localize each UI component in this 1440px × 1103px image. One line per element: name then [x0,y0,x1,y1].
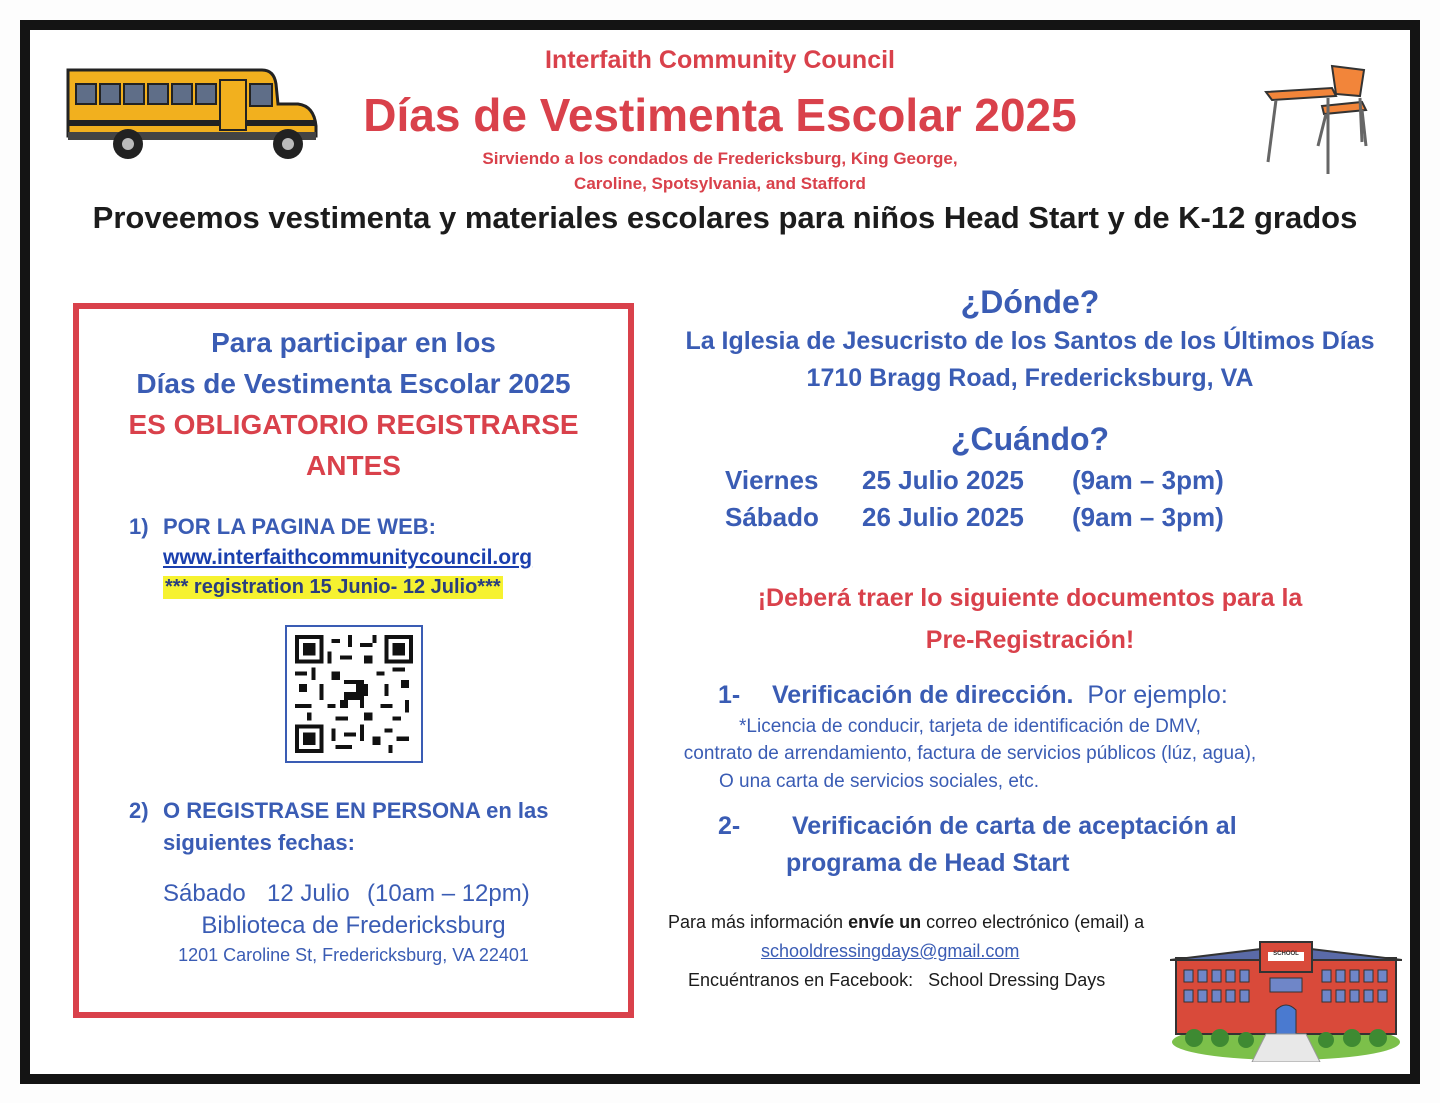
contact-line [668,912,1144,933]
where-heading: ¿Dónde? [960,284,1100,320]
facebook-line [688,970,1105,991]
doc-item-2-line-1: Verificación de carta de aceptación al [792,812,1237,840]
headline: Proveemos vestimenta y materiales escolares para niños Head Start y de K-12 grados [92,200,1358,235]
in-person-address: 1201 Caroline St, Fredericksburg, VA 22401 [178,945,529,965]
facebook-label: Encuéntranos en Facebook: [688,970,914,990]
where-address: 1710 Bragg Road, Fredericksburg, VA [806,364,1254,392]
reg-required: ES OBLIGATORIO REGISTRARSE [128,409,579,440]
in-person-time: (10am – 12pm) [367,880,530,907]
serving-line-2: Caroline, Spotsylvania, and Stafford [574,174,866,193]
doc-item-1-detail-1: *Licencia de conducir, tarjeta de identificación de DMV, [739,716,1201,737]
doc-item-2-number: 2- [718,812,741,840]
doc-item-2-line-2: programa de Head Start [786,849,1070,877]
when-time-2: (9am – 3pm) [1072,502,1224,532]
when-date-2: 26 Julio 2025 [862,502,1024,532]
step-1-title: POR LA PAGINA DE WEB: [163,514,436,539]
doc-item-1-detail-3: O una carta de servicios sociales, etc. [719,771,1039,792]
when-heading: ¿Cuándo? [950,421,1110,457]
in-person-place: Biblioteca de Fredericksburg [201,912,506,939]
registration-dates: *** registration 15 Junio- 12 Julio*** [165,576,501,598]
reg-before: ANTES [306,450,401,481]
step-2-number: 2) [129,798,149,823]
qr-code[interactable] [285,625,423,763]
in-person-date: 12 Julio [267,880,350,907]
documents-note-line-1: ¡Deberá traer lo siguiente documentos para la [757,584,1303,612]
step-2-title-rest: en las [480,798,549,823]
facebook-name: School Dressing Days [928,970,1106,990]
qr-code-icon [295,635,413,753]
page-title: Días de Vestimenta Escolar 2025 [363,89,1077,141]
step-2-title-bold: O REGISTRASE EN PERSONA [163,798,481,823]
step-1-number: 1) [129,514,149,539]
when-day-2: Sábado [725,502,819,532]
registration-box [73,303,634,1018]
website-link[interactable]: www.interfaithcommunitycouncil.org [163,546,533,569]
where-place: La Iglesia de Jesucristo de los Santos de los Últimos Días [685,327,1375,355]
step-2-title-line-2: siguientes fechas: [163,830,355,855]
reg-line-1: Para participar en los [211,327,496,358]
serving-counties [0,146,1440,196]
step-2-title [163,798,549,824]
doc-item-1-title: Verificación de dirección. [772,681,1074,709]
in-person-day: Sábado [163,880,246,907]
contact-bold: envíe un [848,912,922,932]
reg-line-2: Días de Vestimenta Escolar 2025 [136,368,571,399]
doc-item-1-title-row [772,681,1228,710]
doc-item-1-detail-2: contrato de arrendamiento, factura de servicios públicos (lúz, agua), [683,743,1257,764]
school-sign: SCHOOL [1273,951,1299,957]
serving-line-1: Sirviendo a los condados de Fredericksburg, King George, [482,149,958,168]
school-building-icon [1170,938,1402,1062]
email-link[interactable]: schooldressingdays@gmail.com [761,941,1020,961]
org-name: Interfaith Community Council [545,46,895,74]
when-date-1: 25 Julio 2025 [862,465,1024,495]
documents-note-line-2: Pre-Registración! [925,626,1135,654]
when-time-1: (9am – 3pm) [1072,465,1224,495]
doc-item-1-number: 1- [718,681,741,709]
contact-post: correo electrónico (email) a [921,912,1145,932]
doc-item-1-example: Por ejemplo: [1087,681,1228,709]
contact-pre: Para más información [668,912,849,932]
when-day-1: Viernes [725,465,819,495]
